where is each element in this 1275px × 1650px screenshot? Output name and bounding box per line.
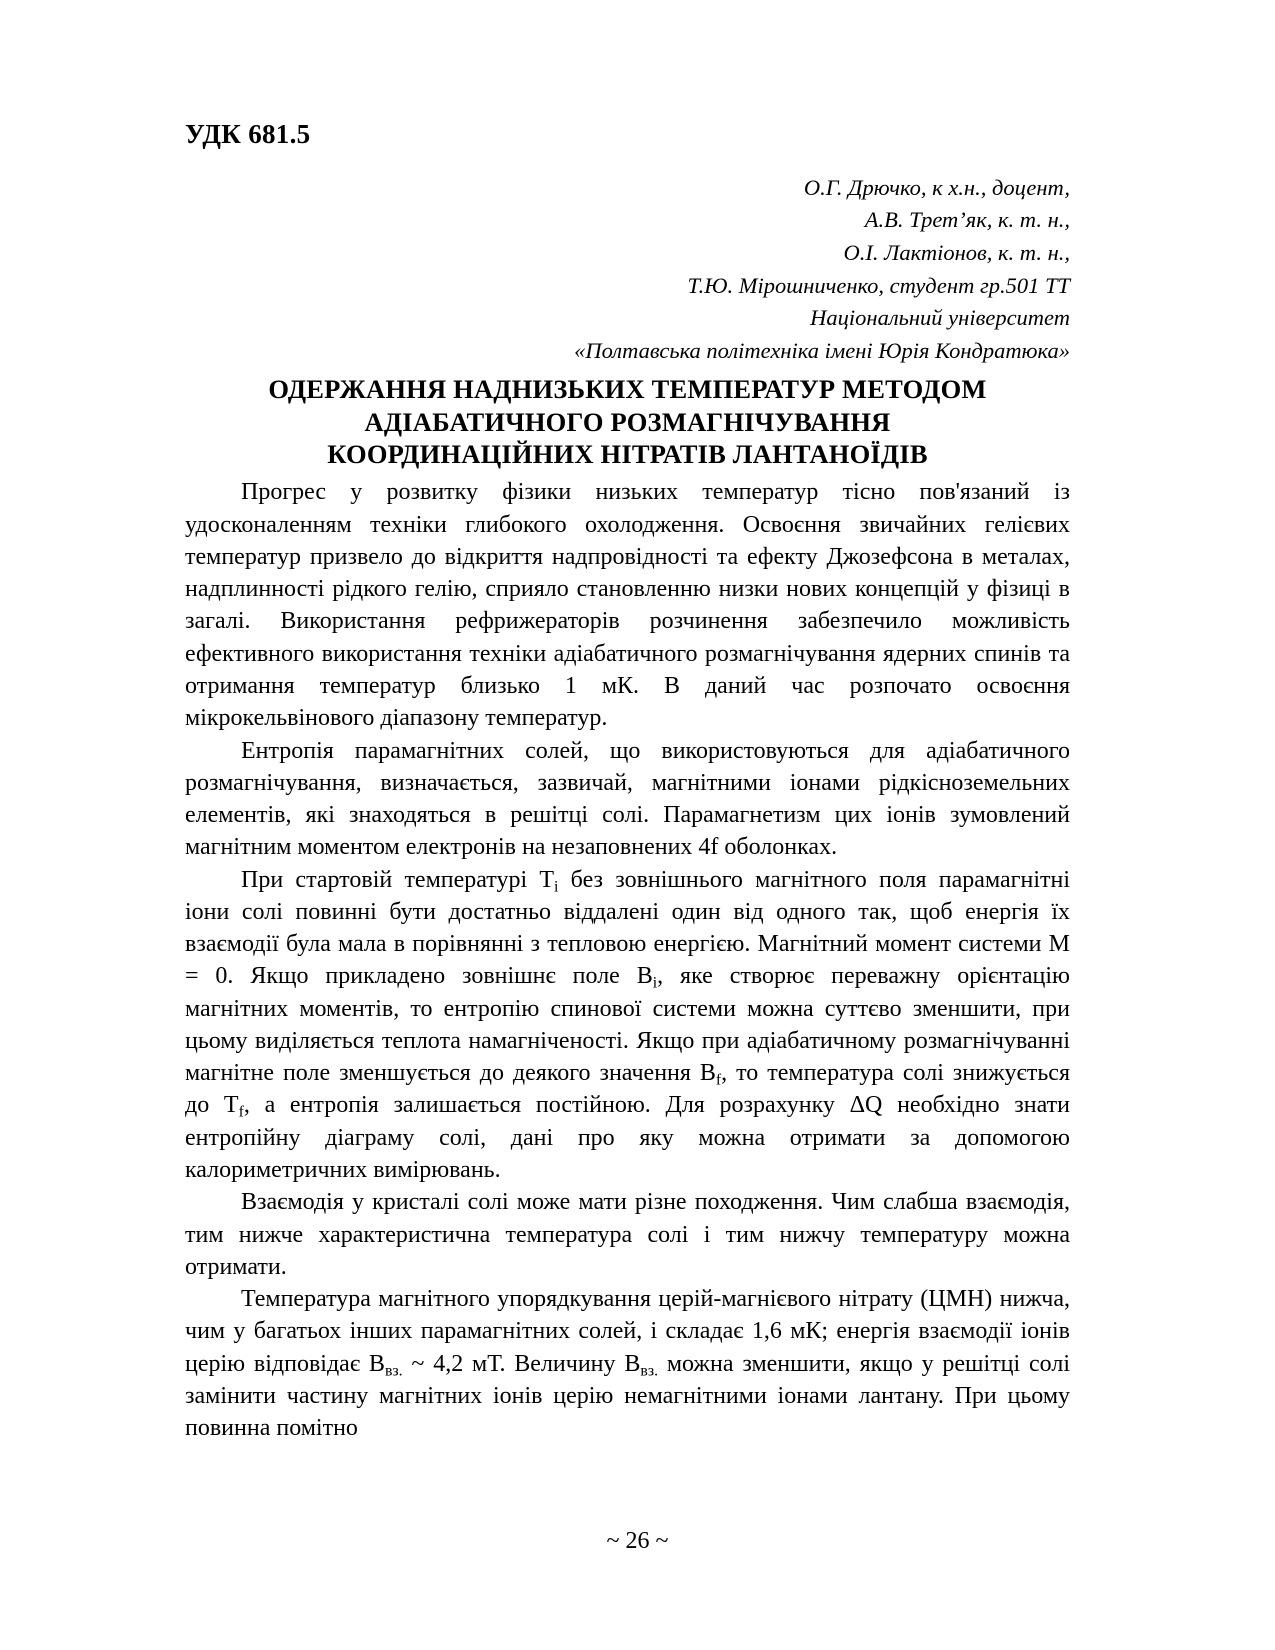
p5-text-c: можна зменшити, якщо у решітці солі замінити частину магнітних іонів церію немагнітними іонами лантану. При цьому повинна помітно — [185, 1350, 1070, 1442]
p5-subscript-vz-1: вз. — [384, 1362, 403, 1380]
author-block — [185, 172, 1070, 368]
author-line-1: О.Г. Дрючко, к х.н., доцент, — [803, 174, 1070, 200]
page-title — [185, 373, 1070, 470]
udk-code: УДК 681.5 — [185, 119, 311, 149]
p3-subscript-i-1: i — [554, 878, 559, 896]
p3-text-c: , яке створює переважну орієнтацію магнітних моментів, то ентропію спинової системи можна суттєво зменшити, при цьому виділяється теплота намагніченості. Якщо при адіабатичному розмагнічуванні магнітне поле зменшується до деякого значення В — [185, 963, 1070, 1087]
page-number: ~ 26 ~ — [606, 1528, 669, 1554]
author-line-2: А.В. Трет’як, к. т. н., — [864, 207, 1070, 233]
p5-text-b: ~ 4,2 мТ. Величину В — [402, 1350, 641, 1377]
title-line-2: АДІАБАТИЧНОГО РОЗМАГНІЧУВАННЯ — [364, 406, 891, 437]
page-content — [185, 120, 1070, 1444]
author-line-4: Т.Ю. Мірошниченко, студент гр.501 ТТ — [687, 272, 1070, 298]
p5-subscript-vz-2: вз. — [640, 1362, 659, 1380]
affiliation-line-1: Національний університет — [810, 305, 1070, 331]
p3-text-b: без зовнішнього магнітного поля парамагнітні іони солі повинні бути достатньо віддалені один від одного так, щоб енергія їх взаємодії була мала в порівнянні з тепловою енергією. Магнітний момент системи М = 0. Якщо прикладено зовнішнє поле В — [185, 866, 1070, 990]
paragraph-3 — [185, 864, 1070, 1187]
p3-subscript-i-2: i — [652, 974, 658, 992]
paragraph-5 — [185, 1283, 1070, 1444]
paragraph-1: Прогрес у розвитку фізики низьких температур тісно пов'язаний із удосконаленням техніки глибокого охолодження. Освоєння звичайних гелієвих температур призвело до відкриття надпровідності та ефекту Джозефсона в металах, надплинності рідкого гелію, сприяло становленню низки нових концепцій у фізиці в загалі. Використання рефрижераторів розчинення забезпечило можливість ефективного використання техніки адіабатичного розмагнічування ядерних спинів та отримання температур близько 1 мК. В даний час розпочато освоєння мікрокельвінового діапазону температур. — [185, 479, 1070, 732]
p3-text-d: , то температура солі знижується до Т — [185, 1060, 1070, 1119]
paragraph-4: Взаємодія у кристалі солі може мати різне походження. Чим слабша взаємодія, тим нижче характеристична температура солі і тим нижчу температуру можна отримати. — [185, 1189, 1070, 1280]
title-line-3: КООРДИНАЦІЙНИХ НІТРАТІВ ЛАНТАНОЇДІВ — [327, 439, 928, 470]
affiliation-line-2: «Полтавська політехніка імені Юрія Кондратюка» — [574, 337, 1070, 363]
title-line-1: ОДЕРЖАННЯ НАДНИЗЬКИХ ТЕМПЕРАТУР МЕТОДОМ — [268, 374, 987, 405]
paragraph-2: Ентропія парамагнітних солей, що використовуються для адіабатичного розмагнічування, визначається, зазвичай, магнітними іонами рідкісноземельних елементів, які знаходяться в решітці солі. Парамагнетизм цих іонів зумовлений магнітним моментом електронів на незаповнених 4f оболонках. — [185, 737, 1070, 861]
author-line-3: О.І. Лактіонов, к. т. н., — [843, 239, 1070, 265]
p3-subscript-f-1: f — [715, 1071, 722, 1089]
p3-text-e: , а ентропія залишається постійною. Для розрахунку ΔQ необхідно знати ентропійну діаграму солі, дані про яку можна отримати за допомогою калориметричних вимірювань. — [185, 1092, 1070, 1183]
p3-subscript-f-2: f — [238, 1103, 244, 1121]
p3-text-a: При стартовій температурі T — [241, 866, 555, 893]
p5-text-a: Температура магнітного упорядкування церій-магнієвого нітрату (ЦМН) нижча, чим у багатьох інших парамагнітних солей, і складає 1,6 мК; енергія взаємодії іонів церію відповідає В — [185, 1286, 1070, 1377]
